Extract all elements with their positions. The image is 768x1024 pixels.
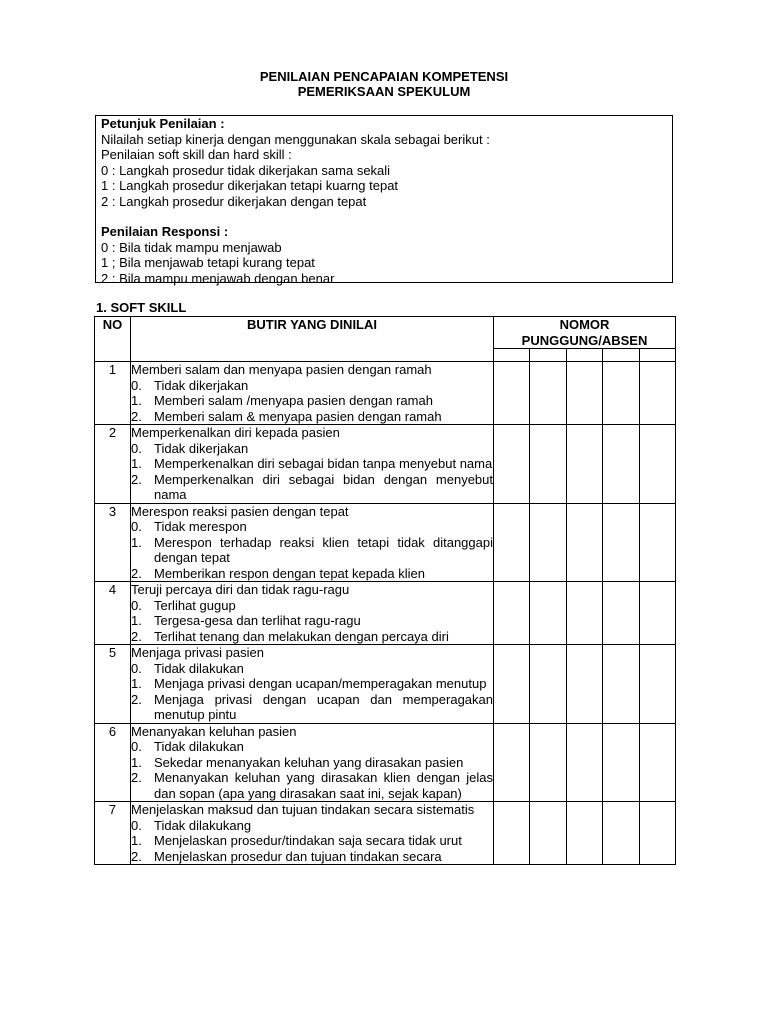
item-option <box>131 770 493 801</box>
item-option-number: 0. <box>131 739 142 754</box>
item-option-number: 2. <box>131 565 142 581</box>
table-row <box>95 425 676 504</box>
document-title: PENILAIAN PENCAPAIAN KOMPETENSI <box>259 69 509 84</box>
item-option <box>131 472 493 503</box>
item-option-number: 2. <box>131 628 142 644</box>
item-option-number: 0. <box>131 660 142 676</box>
score-cell[interactable] <box>494 645 530 724</box>
item-option-text: Sekedar menanyakan keluhan yang dirasakan pasien <box>154 754 464 770</box>
score-cell[interactable] <box>566 503 602 582</box>
item-option-text: Menjaga privasi dengan ucapan dan memperagakan menutup pintu <box>154 691 493 722</box>
item-option-number: 0. <box>131 597 142 613</box>
item-option-text: Memperkenalkan diri sebagai bidan dengan menyebut nama <box>154 471 493 502</box>
item-option <box>131 739 493 755</box>
item-option <box>131 456 493 472</box>
score-cell[interactable] <box>603 503 639 582</box>
table-row <box>95 645 676 724</box>
item-option-text: Memperkenalkan diri sebagai bidan tanpa menyebut nama <box>154 456 493 471</box>
item-cell <box>131 723 494 802</box>
item-option-number: 0. <box>131 519 142 534</box>
item-option <box>131 409 493 425</box>
item-cell <box>131 425 494 504</box>
skill-scale-heading: Penilaian soft skill dan hard skill : <box>101 147 292 162</box>
item-cell <box>131 802 494 865</box>
item-option-number: 2. <box>131 691 142 707</box>
skill-scale-0: 0 : Langkah prosedur tidak dikerjakan sama sekali <box>101 162 391 178</box>
skill-scale-2: 2 : Langkah prosedur dikerjakan dengan tepat <box>101 193 367 209</box>
item-option-text: Tidak dilakukan <box>154 739 244 754</box>
instructions-intro: Nilailah setiap kinerja dengan menggunakan skala sebagai berikut : <box>101 131 490 147</box>
item-option <box>131 849 493 865</box>
column-header-butir: BUTIR YANG DINILAI <box>131 317 494 362</box>
item-option-text: Tidak merespon <box>154 519 247 534</box>
item-cell <box>131 503 494 582</box>
instructions-box <box>95 115 673 286</box>
absen-subheader-cell[interactable] <box>603 349 639 362</box>
item-option <box>131 441 493 457</box>
item-option-text: Menjaga privasi dengan ucapan/memperagakan menutup <box>154 676 487 691</box>
item-number: 4 <box>95 582 131 645</box>
item-option-number: 1. <box>131 534 142 550</box>
item-option <box>131 833 493 849</box>
instructions-heading: Petunjuk Penilaian : <box>101 116 225 131</box>
score-cell[interactable] <box>566 645 602 724</box>
item-option <box>131 676 493 692</box>
table-row <box>95 723 676 802</box>
score-cell[interactable] <box>603 425 639 504</box>
score-cell[interactable] <box>639 425 675 504</box>
item-number: 3 <box>95 503 131 582</box>
item-option-text: Menjelaskan prosedur/tindakan saja secara tidak urut <box>154 833 462 848</box>
response-scale-0: 0 : Bila tidak mampu menjawab <box>101 239 282 255</box>
absen-subheader-cell[interactable] <box>566 349 602 362</box>
column-header-nomor-line2: PUNGGUNG/ABSEN <box>521 332 648 348</box>
item-option-text: Tidak dilakukan <box>154 660 244 676</box>
absen-subheader-cell[interactable] <box>494 349 530 362</box>
item-option-number: 2. <box>131 848 142 864</box>
score-cell[interactable] <box>494 425 530 504</box>
score-cell[interactable] <box>530 723 566 802</box>
score-cell[interactable] <box>639 582 675 645</box>
item-option-number: 0. <box>131 440 142 456</box>
item-number: 2 <box>95 425 131 504</box>
item-option-text: Tergesa-gesa dan terlihat ragu-ragu <box>154 613 361 628</box>
item-option <box>131 566 493 582</box>
column-header-nomor-line1: NOMOR <box>559 317 610 332</box>
absen-subheader-cell[interactable] <box>639 349 675 362</box>
item-option-number: 2. <box>131 408 142 424</box>
item-cell <box>131 582 494 645</box>
item-option <box>131 598 493 614</box>
item-option <box>131 613 493 629</box>
item-option-number: 1. <box>131 613 142 628</box>
item-option-text: Memberi salam /menyapa pasien dengan ramah <box>154 393 433 408</box>
score-cell[interactable] <box>494 362 530 425</box>
item-option-text: Memberi salam & menyapa pasien dengan ramah <box>154 408 442 424</box>
score-cell[interactable] <box>603 645 639 724</box>
item-option-text: Tidak dikerjakan <box>154 377 249 393</box>
score-cell[interactable] <box>603 582 639 645</box>
score-cell[interactable] <box>530 425 566 504</box>
table-row <box>95 362 676 425</box>
table-row <box>95 582 676 645</box>
score-cell[interactable] <box>639 802 675 865</box>
item-option-text: Memberikan respon dengan tepat kepada klien <box>154 565 426 581</box>
score-cell[interactable] <box>603 802 639 865</box>
score-cell[interactable] <box>494 723 530 802</box>
item-title: Memberi salam dan menyapa pasien dengan ramah <box>131 362 432 377</box>
assessment-table <box>94 316 676 865</box>
item-option <box>131 535 493 566</box>
score-cell[interactable] <box>530 802 566 865</box>
item-option-text: Merespon terhadap reaksi klien tetapi tidak ditanggapi dengan tepat <box>154 534 493 565</box>
item-option <box>131 755 493 771</box>
score-cell[interactable] <box>494 802 530 865</box>
score-cell[interactable] <box>494 503 530 582</box>
section-heading: 1. SOFT SKILL <box>96 300 187 315</box>
item-option-number: 1. <box>131 754 142 770</box>
item-option <box>131 629 493 645</box>
item-title: Menjelaskan maksud dan tujuan tindakan secara sistematis <box>131 802 475 817</box>
item-option <box>131 818 493 834</box>
item-cell <box>131 362 494 425</box>
item-title: Teruji percaya diri dan tidak ragu-ragu <box>131 582 350 597</box>
item-option-text: Menjelaskan prosedur dan tujuan tindakan secara <box>154 848 442 864</box>
item-option <box>131 692 493 723</box>
score-cell[interactable] <box>566 723 602 802</box>
item-option-text: Terlihat tenang dan melakukan dengan percaya diri <box>154 628 449 644</box>
item-option <box>131 519 493 535</box>
column-header-nomor <box>494 317 676 349</box>
item-option-text: Tidak dikerjakan <box>154 440 249 456</box>
item-option-number: 0. <box>131 817 142 833</box>
response-scale-2: 2 : Bila mampu menjawab dengan benar <box>101 270 335 286</box>
score-cell[interactable] <box>530 582 566 645</box>
document-subtitle: PEMERIKSAAN SPEKULUM <box>297 84 471 99</box>
item-title: Memperkenalkan diri kepada pasien <box>131 425 340 440</box>
item-title: Menjaga privasi pasien <box>131 645 264 660</box>
table-row <box>95 503 676 582</box>
item-number: 7 <box>95 802 131 865</box>
score-cell[interactable] <box>639 645 675 724</box>
item-option-number: 1. <box>131 393 142 408</box>
item-number: 1 <box>95 362 131 425</box>
score-cell[interactable] <box>603 723 639 802</box>
item-option-number: 2. <box>131 770 142 785</box>
item-option <box>131 393 493 409</box>
score-cell[interactable] <box>603 362 639 425</box>
score-cell[interactable] <box>566 425 602 504</box>
item-title: Menanyakan keluhan pasien <box>131 723 297 739</box>
item-option-text: Menanyakan keluhan yang dirasakan klien dengan jelas dan sopan (apa yang dirasakan saat ini, sejak kapan) <box>154 770 493 801</box>
item-option <box>131 661 493 677</box>
absen-subheader-cell[interactable] <box>530 349 566 362</box>
response-scale-1: 1 ; Bila menjawab tetapi kurang tepat <box>101 255 315 270</box>
item-option-text: Terlihat gugup <box>154 597 236 613</box>
item-option-number: 1. <box>131 833 142 848</box>
item-option <box>131 378 493 394</box>
score-cell[interactable] <box>566 582 602 645</box>
item-title: Merespon reaksi pasien dengan tepat <box>131 503 349 519</box>
column-header-no: NO <box>95 317 131 362</box>
score-cell[interactable] <box>530 362 566 425</box>
item-number: 6 <box>95 723 131 802</box>
item-number: 5 <box>95 645 131 724</box>
item-option-number: 1. <box>131 676 142 691</box>
score-cell[interactable] <box>639 362 675 425</box>
score-cell[interactable] <box>494 582 530 645</box>
response-scale-heading: Penilaian Responsi : <box>101 224 229 239</box>
item-option-number: 0. <box>131 377 142 393</box>
item-option-text: Tidak dilakukang <box>154 817 252 833</box>
score-cell[interactable] <box>639 723 675 802</box>
score-cell[interactable] <box>566 362 602 425</box>
item-option-number: 2. <box>131 471 142 487</box>
item-cell <box>131 645 494 724</box>
score-cell[interactable] <box>530 503 566 582</box>
skill-scale-1: 1 : Langkah prosedur dikerjakan tetapi kuarng tepat <box>101 178 399 193</box>
score-cell[interactable] <box>530 645 566 724</box>
score-cell[interactable] <box>639 503 675 582</box>
item-option-number: 1. <box>131 456 142 471</box>
score-cell[interactable] <box>566 802 602 865</box>
table-row <box>95 802 676 865</box>
